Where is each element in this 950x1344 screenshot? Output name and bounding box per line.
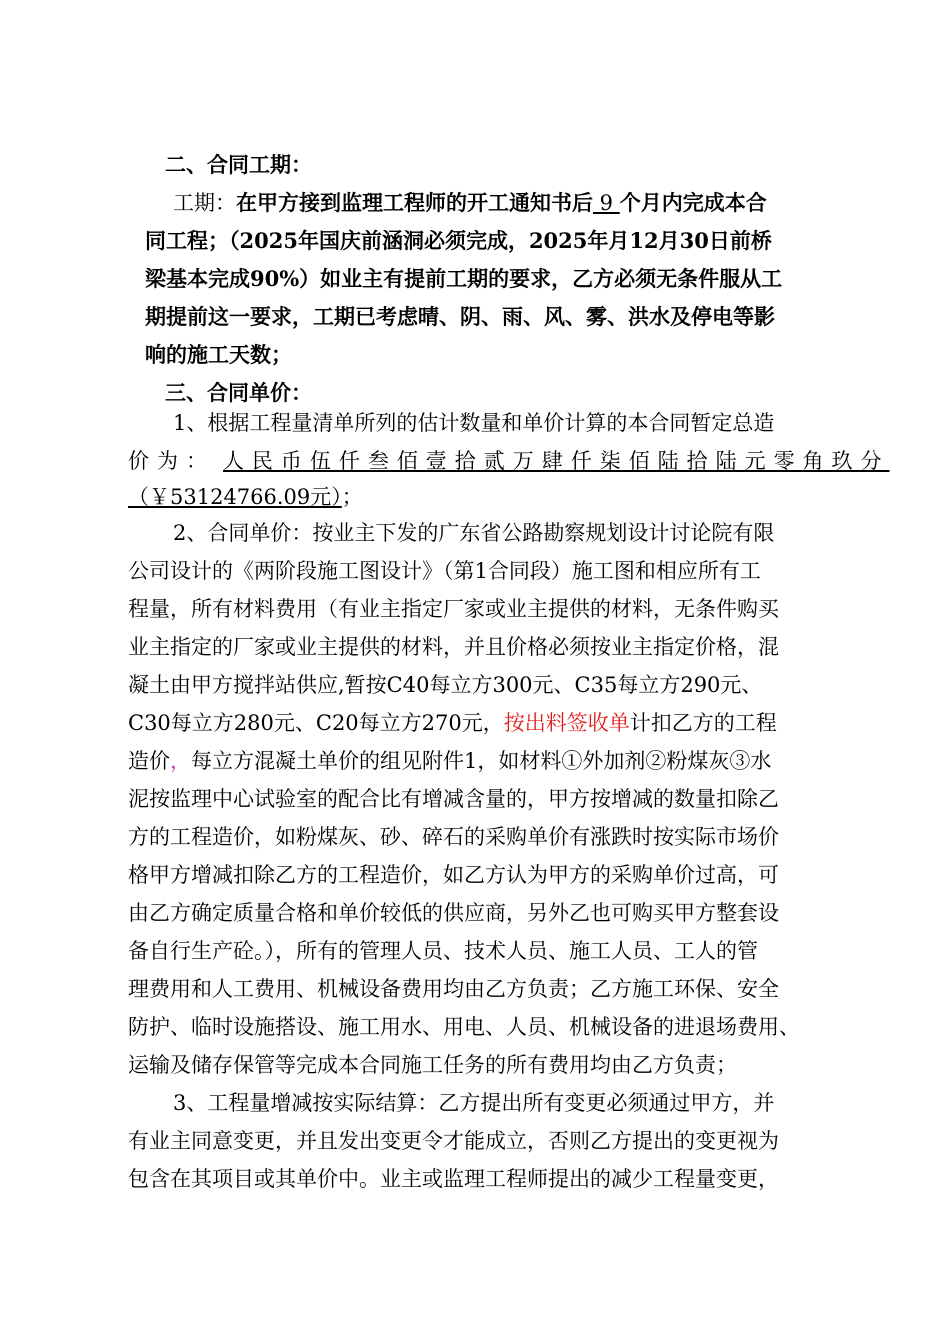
item-2-line-7 <box>128 742 771 780</box>
item-2-line-6 <box>128 704 777 742</box>
item-2-line-3: 程量，所有材料费用（有业主指定厂家或业主提供的材料，无条件购买 <box>128 597 779 621</box>
amount-in-figures: （￥53124766.09元） <box>128 485 342 509</box>
item-2-line-14: 防护、临时设施搭设、施工用水、用电、人员、机械设备的进退场费用、 <box>128 1015 800 1039</box>
period-label: 工期： <box>173 191 236 215</box>
period-text-b: 个月内完成本合 <box>619 190 767 215</box>
receipt-highlight: 按出料签收单 <box>503 711 630 735</box>
item-1-line-3 <box>128 478 363 516</box>
amount-terminator: ； <box>341 485 363 509</box>
item-2-line-13: 理费用和人工费用、机械设备费用均由乙方负责；乙方施工环保、安全 <box>128 977 779 1001</box>
item-2-line-11: 由乙方确定质量合格和单价较低的供应商，另外乙也可购买甲方整套设 <box>128 901 779 925</box>
section-2-line-1 <box>173 184 767 222</box>
period-months: 9 <box>593 191 620 215</box>
item-2-line-5: 凝土由甲方搅拌站供应,暂按C40每立方300元、C35每立方290元、 <box>128 673 763 697</box>
item-2-line-10: 格甲方增减扣除乙方的工程造价，如乙方认为甲方的采购单价过高，可 <box>128 863 779 887</box>
item-2-line-12: 备自行生产砼。），所有的管理人员、技术人员、施工人员、工人的管 <box>128 939 758 963</box>
item-2-line-4: 业主指定的厂家或业主提供的材料，并且价格必须按业主指定价格，混 <box>128 635 779 659</box>
item-1-line-1: 1、根据工程量清单所列的估计数量和单价计算的本合同暂定总造 <box>173 411 775 435</box>
item-2-line-1: 2、合同单价：按业主下发的广东省公路勘察规划设计讨论院有限 <box>173 521 775 545</box>
section-2-heading: 二、合同工期： <box>165 152 312 177</box>
item-3-line-1: 3、工程量增减按实际结算：乙方提出所有变更必须通过甲方，并 <box>173 1091 775 1115</box>
section-2-line-3: 梁基本完成90%）如业主有提前工期的要求，乙方必须无条件服从工 <box>145 266 783 291</box>
item-2-line-15: 运输及储存保管等完成本合同施工任务的所有费用均由乙方负责； <box>128 1053 737 1077</box>
section-2-line-4: 期提前这一要求，工期已考虑晴、阴、雨、风、雾、洪水及停电等影 <box>145 304 775 329</box>
price-label: 价为： <box>128 449 215 473</box>
annex-text: 每立方混凝土单价的组见附件1，如材料①外加剂②粉煤灰③水 <box>191 749 772 773</box>
item-3-line-2: 有业主同意变更，并且发出变更令才能成立，否则乙方提出的变更视为 <box>128 1129 779 1153</box>
item-2-line-9: 方的工程造价，如粉煤灰、砂、碎石的采购单价有涨跌时按实际市场价 <box>128 825 779 849</box>
section-2-line-2: 同工程；（2025年国庆前涵洞必须完成，2025年月12月30日前桥 <box>145 228 772 253</box>
section-3-heading: 三、合同单价： <box>165 380 312 405</box>
section-2-line-5: 响的施工天数； <box>145 342 292 367</box>
item-2-line-8: 泥按监理中心试验室的配合比有增减含量的，甲方按增减的数量扣除乙 <box>128 787 779 811</box>
item-3-line-3: 包含在其项目或其单价中。业主或监理工程师提出的减少工程量变更， <box>128 1167 779 1191</box>
period-text-a: 在甲方接到监理工程师的开工通知书后 <box>236 190 593 215</box>
pink-comma: ， <box>170 749 191 773</box>
concrete-prices: C30每立方280元、C20每立方270元， <box>128 711 504 735</box>
cost-word: 造价 <box>128 749 170 773</box>
deduction-text: 计扣乙方的工程 <box>629 711 777 735</box>
item-1-line-2 <box>128 442 890 480</box>
item-2-line-2: 公司设计的《两阶段施工图设计》（第1合同段）施工图和相应所有工 <box>128 559 761 583</box>
amount-in-words: 人民币伍仟叁佰壹拾贰万肆仟柒佰陆拾陆元零角玖分 <box>222 449 890 473</box>
